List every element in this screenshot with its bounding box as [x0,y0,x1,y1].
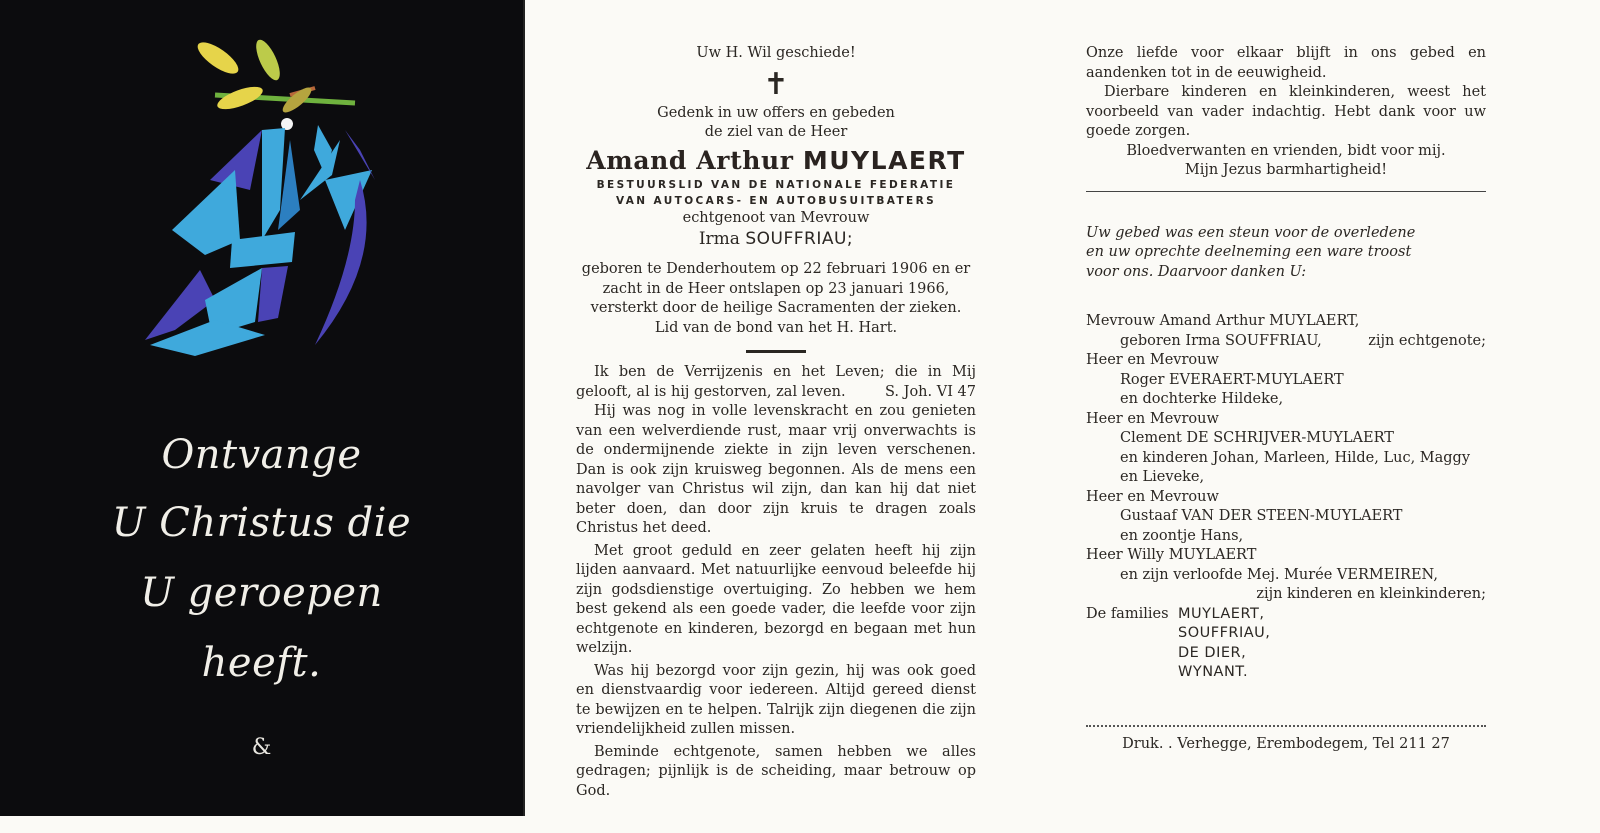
cross-icon: ✝ [763,66,789,102]
mourner-text: en dochterke Hildeke, [1120,391,1284,407]
membership: Lid van de bond van het H. Hart. [654,319,898,336]
mourner-line [1086,449,1486,469]
mourner-text: geboren Irma SOUFFRIAU, [1120,332,1322,349]
paragraph-4: Beminde echtgenote, samen hebben we alles gedragen; pijnlijk is de scheiding, maar betrouw op God. [576,743,976,799]
mourner-line [1086,332,1486,352]
divider [1086,191,1486,192]
obituary-panel [576,44,976,801]
relatives-line: Bloedverwanten en vrienden, bidt voor mij. [1126,142,1446,159]
scripture-quote: Ik ben de Verrijzenis en het Leven; die in Mij gelooft, al is hij gestorven, zal leven. [576,364,976,400]
mourner-line [1086,410,1486,430]
paragraph-1: Hij was nog in volle levenskracht en zou genieten van een welverdiende rust, maar vrij onverwachts is de ondermijnende ziekte in zijn leven verschenen. Dan is ook zijn kruisweg begonnen. Als de mens een navolger van Christus wil zijn, dan kan hij dat niet beter doen, dan door zijn kruis te dragen zoals Christus het deed. [576,403,976,536]
printer-monogram-icon: & [251,735,272,760]
christ-stained-glass-illustration [0,0,523,420]
mourner-text: Heer en Mevrouw [1086,488,1219,505]
mourner-line [1086,390,1486,410]
function-line-2: VAN AUTOCARS- EN AUTOBUSUITBATERS [615,194,937,207]
mourner-line [1086,468,1486,488]
intro-line-1: Gedenk in uw offers en gebeden [657,104,895,121]
spouse-intro: echtgenoot van Mevrouw [682,209,870,226]
thanks-line-3: voor ons. Daarvoor danken U: [1086,263,1307,280]
family-name: SOUFFRIAU, [1178,625,1271,641]
birth-line-2: zacht in de Heer ontslapen op 23 januari 1966, [602,280,950,297]
scripture-reference: S. Joh. VI 47 [885,383,976,400]
family-name: WYNANT. [1178,664,1249,680]
printer-line: Druk. . Verhegge, Erembodegem, Tel 211 27 [1122,735,1450,752]
birth-line-3: versterkt door de heilige Sacramenten der zieken. [590,300,962,316]
right-paragraph-2: Dierbare kinderen en kleinkinderen, weest het voorbeeld van vader indachtig. Hebt dank voor uw goede zorgen. [1086,84,1486,139]
mourner-text: en Lieveke, [1120,469,1205,485]
mourner-line [1086,429,1486,449]
families-label: De families [1086,605,1169,622]
family-name: DE DIER, [1178,644,1247,661]
mourners-list [1086,312,1486,585]
deceased-name [576,145,976,177]
cover-line-4: heeft. [201,640,322,686]
prayer-line: Mijn Jezus barmhartigheid! [1184,162,1388,178]
mourner-line [1086,371,1486,391]
motto: Uw H. Wil geschiede! [696,45,856,61]
cover-line-2: U Christus die [111,500,412,546]
divider [746,350,806,353]
spouse-name [576,228,976,250]
cover-line-3: U geroepen [140,570,383,616]
families-block [1086,605,1486,683]
spouse-surname: SOUFFRIAU; [745,229,854,249]
mourner-text: Heer en Mevrouw [1086,410,1219,427]
mourner-line [1086,546,1486,566]
mourner-text: Gustaaf VAN DER STEEN-MUYLAERT [1120,508,1403,524]
mourner-text: Heer en Mevrouw [1086,352,1219,368]
thanks-line-1: Uw gebed was een steun voor de overledene [1086,224,1416,241]
mourner-relation: zijn echtgenote; [1368,332,1486,349]
mourner-text: en zoontje Hans, [1120,527,1244,544]
mourner-text: en zijn verloofde Mej. Murée VERMEIREN, [1120,566,1438,583]
deceased-surname: MUYLAERT [802,145,966,175]
mourner-text: Heer Willy MUYLAERT [1086,547,1257,563]
thanks-line-2: en uw oprechte deelneming een ware troost [1086,244,1412,260]
spouse-given-name: Irma [698,229,740,249]
mourner-text: Roger EVERAERT-MUYLAERT [1120,371,1344,388]
function-line-1: BESTUURSLID VAN DE NATIONALE FEDERATIE [596,178,956,191]
grandchildren-line: zijn kinderen en kleinkinderen; [1256,586,1486,602]
paragraph-2: Met groot geduld en zeer gelaten heeft hij zijn lijden aanvaard. Met natuurlijke eenvoud beleefde hij zijn godsdienstige overtuiging. Zo hebben we hem best gekend als een goede vader, die leefde voor zijn echtgenote en kinderen, bezorgd en begaan met hun welzijn. [576,542,976,656]
mourner-line [1086,488,1486,508]
mourner-text: en kinderen Johan, Marleen, Hilde, Luc, Maggy [1120,449,1471,466]
olive-branch-icon [193,37,355,116]
deceased-given-names: Amand Arthur [586,145,794,175]
mourner-line [1086,566,1486,586]
family-name: MUYLAERT, [1178,605,1265,622]
right-paragraph-1: Onze liefde voor elkaar blijft in ons gebed en aandenken tot in de eeuwigheid. [1086,45,1486,81]
dotted-divider [1086,725,1486,727]
robe-shapes [145,125,375,356]
cover-panel [0,0,525,816]
mourner-line [1086,527,1486,547]
intro-line-2: de ziel van de Heer [704,124,848,140]
birth-line-1: geboren te Denderhoutem op 22 februari 1906 en er [581,261,971,277]
cover-line-1: Ontvange [161,432,362,478]
mourner-line [1086,312,1486,332]
family-panel [1086,44,1486,754]
mourner-text: Clement DE SCHRIJVER-MUYLAERT [1120,430,1394,446]
mourner-line [1086,351,1486,371]
mourner-line [1086,507,1486,527]
paragraph-3: Was hij bezorgd voor zijn gezin, hij was ook goed en dienstvaardig voor iedereen. Altijd gereed dienst te bewijzen en te helpen. Talrijk zijn diegenen die zijn vriendelijkheid zullen missen. [576,662,976,737]
mourner-text: Mevrouw Amand Arthur MUYLAERT, [1086,313,1360,329]
